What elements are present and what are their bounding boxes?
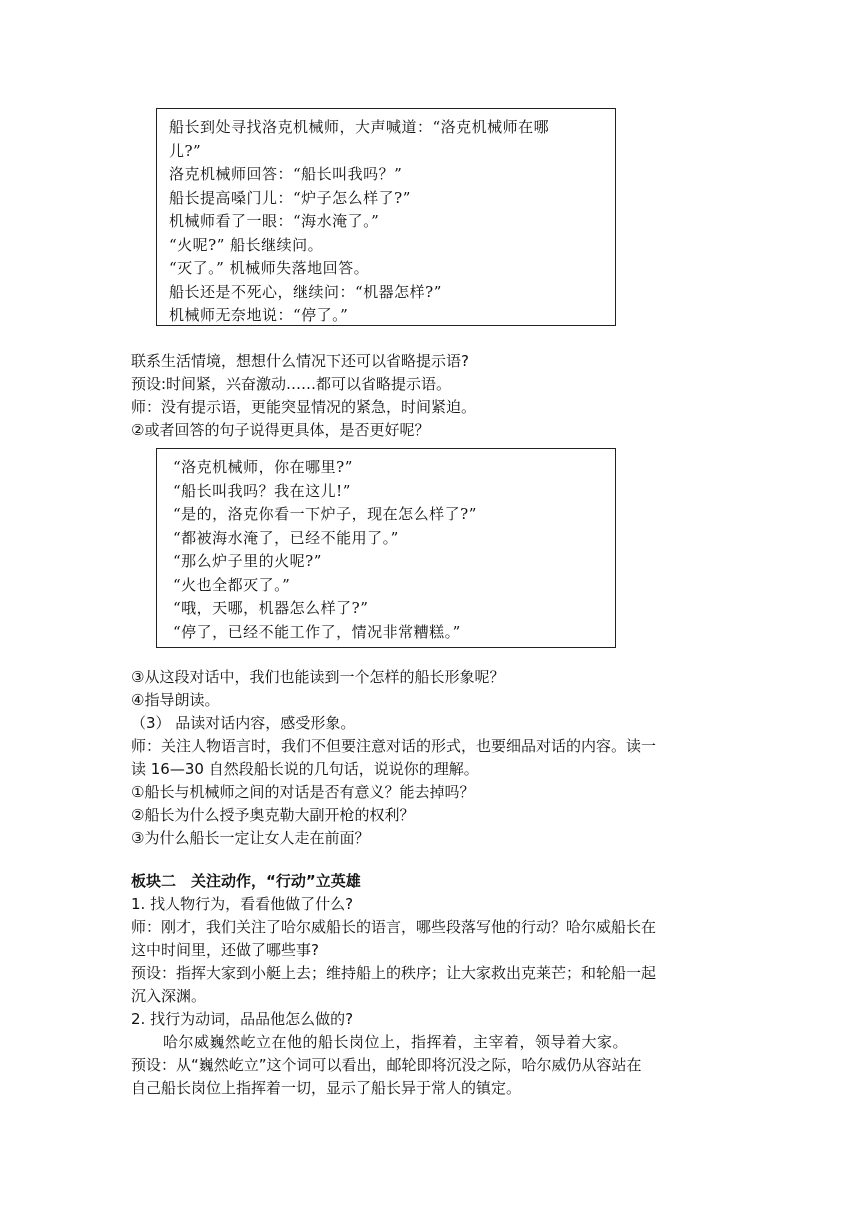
dialogue-line: “那么炉子里的火呢?” xyxy=(173,552,322,570)
dialogue-line: “火也全都灭了。” xyxy=(173,575,291,594)
section-heading: 板块二 关注动作，“行动”立英雄 xyxy=(131,872,361,890)
dialogue-line: “洛克机械师，你在哪里?” xyxy=(173,458,353,476)
dialogue-line: 船长到处寻找洛克机械师，大声喊道：“洛克机械师在哪 xyxy=(169,118,550,136)
dialogue-line: “灭了。” 机械师失落地回答。 xyxy=(169,259,370,277)
dialogue-line: “停了，已经不能工作了，情况非常糟糕。” xyxy=(173,622,461,641)
paragraph: 预设:时间紧，兴奋激动……都可以省略提示语。 xyxy=(131,375,452,393)
paragraph: ④指导朗读。 xyxy=(131,691,220,709)
paragraph: ③从这段对话中，我们也能读到一个怎样的船长形象呢？ xyxy=(131,668,505,686)
paragraph: 师：没有提示语，更能突显情况的紧急，时间紧迫。 xyxy=(131,398,477,416)
dialogue-box-expanded xyxy=(156,448,616,648)
quoted-sentence: 哈尔威巍然屹立在他的船长岗位上，指挥着，主宰着，领导着大家。 xyxy=(163,1033,629,1051)
paragraph: 自己船长岗位上指挥着一切，显示了船长异于常人的镇定。 xyxy=(131,1079,522,1097)
paragraph: ③为什么船长一定让女人走在前面？ xyxy=(131,829,370,847)
dialogue-line: “都被海水淹了，已经不能用了。” xyxy=(173,528,399,547)
paragraph: 沉入深渊。 xyxy=(131,987,207,1005)
dialogue-line: 儿?” xyxy=(169,141,202,160)
dialogue-line: 船长还是不死心，继续问：“机器怎样?” xyxy=(169,282,442,301)
paragraph: 1. 找人物行为，看看他做了什么? xyxy=(131,895,354,913)
dialogue-line: “火呢?” 船长继续问。 xyxy=(169,235,324,254)
paragraph: ②船长为什么授予奥克勒大副开枪的权利？ xyxy=(131,806,415,824)
paragraph: （3） 品读对话内容，感受形象。 xyxy=(131,714,356,732)
dialogue-line: 船长提高嗓门儿：“炉子怎么样了?” xyxy=(169,188,411,207)
dialogue-line: “船长叫我吗？我在这儿!” xyxy=(173,481,351,500)
paragraph: 师：关注人物语言时，我们不但要注意对话的形式，也要细品对话的内容。读一 xyxy=(131,737,657,755)
paragraph: 读 16—30 自然段船长说的几句话，说说你的理解。 xyxy=(131,760,479,778)
paragraph: 预设：从“巍然屹立”这个词可以看出，邮轮即将沉没之际，哈尔威仍从容站在 xyxy=(131,1056,642,1074)
paragraph: 联系生活情境，想想什么情况下还可以省略提示语? xyxy=(131,352,469,370)
dialogue-box-original xyxy=(156,108,616,326)
paragraph: 这中时间里，还做了哪些事? xyxy=(131,941,319,959)
dialogue-line: 洛克机械师回答：“船长叫我吗？” xyxy=(169,165,403,183)
dialogue-line: 机械师看了一眼：“海水淹了。” xyxy=(169,212,380,230)
dialogue-line: 机械师无奈地说：“停了。” xyxy=(169,306,349,324)
dialogue-line: “哦，天哪，机器怎么样了?” xyxy=(173,599,369,617)
paragraph: ②或者回答的句子说得更具体，是否更好呢？ xyxy=(131,421,430,439)
paragraph: 预设：指挥大家到小艇上去；维持船上的秩序；让大家救出克莱芒；和轮船一起 xyxy=(131,964,657,982)
paragraph: 2. 找行为动词，品品他怎么做的? xyxy=(131,1010,354,1028)
paragraph: ①船长与机械师之间的对话是否有意义？能去掉吗？ xyxy=(131,783,475,801)
dialogue-line: “是的，洛克你看一下炉子，现在怎么样了?” xyxy=(173,505,477,523)
paragraph: 师：刚才，我们关注了哈尔威船长的语言，哪些段落写他的行动？哈尔威船长在 xyxy=(131,918,657,936)
